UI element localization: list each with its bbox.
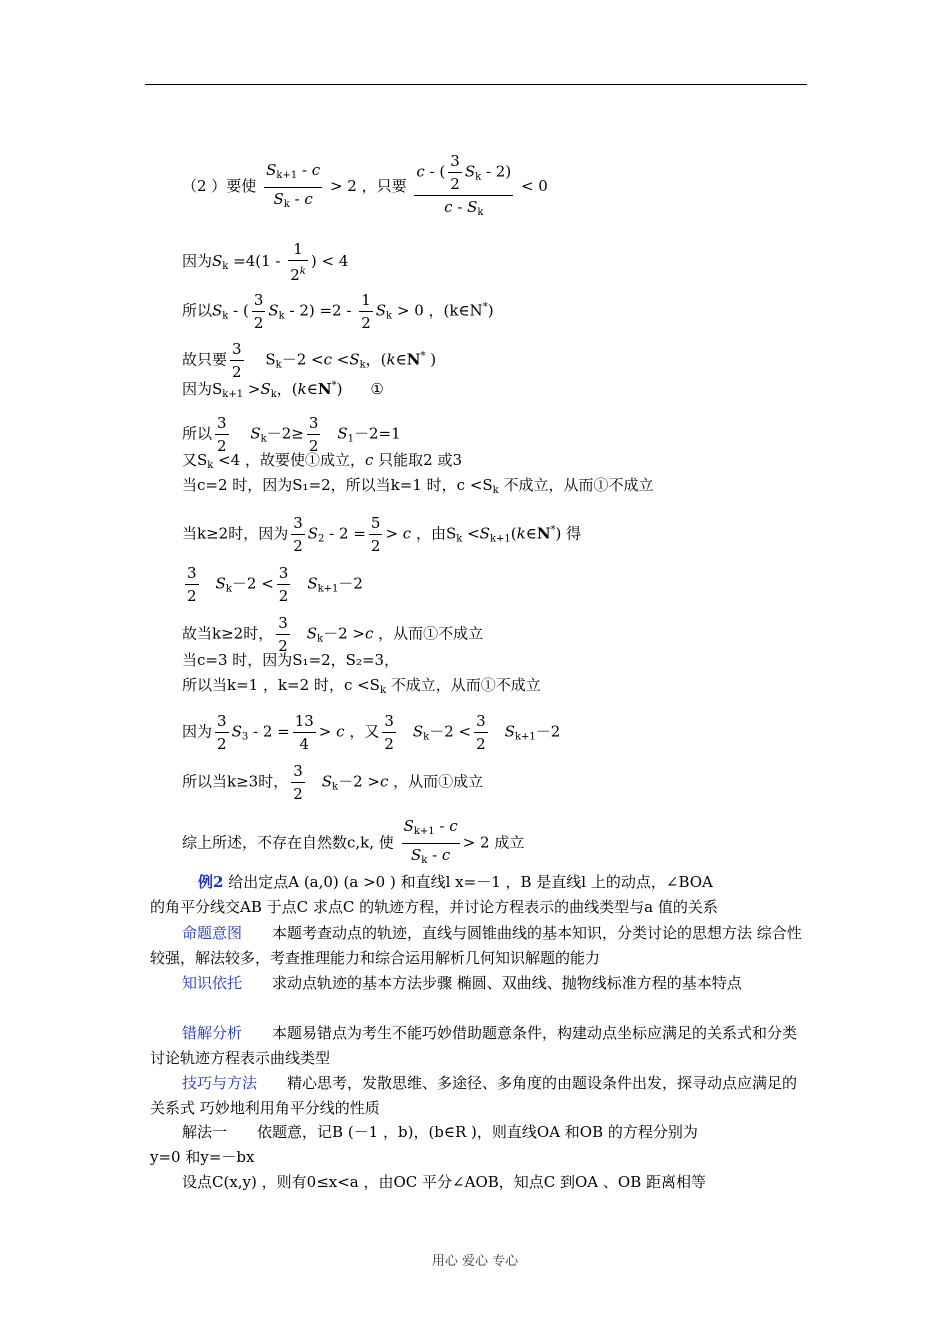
math-line: 因为 $\frac{3}{2}$ $S_3 - 2$ = $\frac{13}{4}$ > c ，又 $\frac{3}{2}$ $S_k-2$ < $\frac{3}{2}$ $S_{k+1}-2$ <box>182 712 561 753</box>
math-line: 所以当k=1 ，k=2 时，$c <S_k$ 不成立，从而①不成立 <box>182 676 541 696</box>
example-line: 例2 给出定点A (a,0) (a >0 ) 和直线l x=－1 ，B 是直线l 上的动点，∠BOA <box>198 873 713 891</box>
math-line: 故当k≥2时， $\frac{3}{2}$ $S_k-2 >c$ ，从而①不成立 <box>182 614 484 655</box>
math-line: 所以$S_k$ - ( $\frac{3}{2}$ $S_k - 2) =2$ - $\frac{1}{2}$ $S_k > 0$ ，(k∈N*) <box>182 291 494 332</box>
math-line: 所以当k≥3时， $\frac{3}{2}$ $S_k-2 >c$ ，从而①成立 <box>182 762 484 803</box>
section-techniques: 技巧与方法 精心思考，发散思维、多途径、多角度的由题设条件出发，探寻动点应满足的关系式 巧妙地利用角平分线的性质 <box>150 1074 798 1117</box>
math-line: 又$S_k <4$ ，故要使①成立，c 只能取2 或3 <box>182 451 463 471</box>
solution-line: y=0 和y=－bx <box>150 1148 255 1166</box>
conclusion-line: 综上所述，不存在自然数c,k, 使 $\frac{S_{k+1} - c}{S_k - c}$ > 2 成立 <box>182 817 525 866</box>
math-line: 当c=3 时，因为S₁=2，S₂=3， <box>182 651 400 669</box>
fraction: c - ( $\frac{3}{2}$ $S_k - 2$) c - $S_k$ <box>416 152 512 218</box>
example-line: 的角平分线交AB 于点C 求点C 的轨迹方程，并讨论方程表示的曲线类型与a 值的关系 <box>150 898 718 916</box>
header-rule <box>145 84 807 85</box>
math-line: 当c=2 时，因为S₁=2，所以当k=1 时，$c <S_k$ 不成立，从而①不成立 <box>182 476 654 496</box>
page-footer: 用心 爱心 专心 <box>431 1254 519 1269</box>
math-line: 所以 $\frac{3}{2}$ $S_k-2\ge$ $\frac{3}{2}$ $S_1-2=1$ <box>182 414 401 455</box>
section-knowledge: 知识依托 求动点轨迹的基本方法步骤 椭圆、双曲线、抛物线标准方程的基本特点 <box>182 974 742 992</box>
solution-line: 设点C(x,y) ，则有0≤x<a ，由OC 平分∠AOB，知点C 到OA 、OB 距离相等 <box>182 1173 706 1191</box>
section-intent: 命题意图 本题考查动点的轨迹，直线与圆锥曲线的基本知识，分类讨论的思想方法 综合性较强，解法较多，考查推理能力和综合运用解析几何知识解题的能力 <box>150 924 802 967</box>
math-line: $\frac{3}{2}$ $S_k-2$ < $\frac{3}{2}$ $S_{k+1}-2$ <box>187 564 363 605</box>
solution-line: 解法一 依题意，记B (－1 ，b)，(b∈R )，则直线OA 和OB 的方程分别为 <box>182 1123 698 1141</box>
math-line: 因为$S_k =4(1$ - $\frac{1}{2^k}$ ) < 4 <box>182 240 349 284</box>
math-line: 因为$S_{k+1} >S_k$，(k∈N*) ① <box>182 380 384 400</box>
example-label: 例2 <box>198 873 224 891</box>
section-error-analysis: 错解分析 本题易错点为考生不能巧妙借助题意条件，构建动点坐标应满足的关系式和分类讨论轨迹方程表示曲线类型 <box>150 1024 798 1067</box>
math-line: 当k≥2时，因为 $\frac{3}{2}$ $S_2 - 2$ = $\frac{5}{2}$ > c ，由$S_k$ $<S_{k+1}(k\in N^*)$ 得 <box>182 514 582 555</box>
fraction: $\frac{S_{k+1} - c}{S_k - c}$ <box>266 160 321 210</box>
condition-line: （2 ）要使 $\frac{S_{k+1} - c}{S_k - c}$ > 2 ，只要 c - ( $\frac{3}{2}$ $S_k - 2$) c - $S_k$ < 0 <box>182 150 548 224</box>
math-line: 故只要 $\frac{3}{2}$ $S_k-2 <c <S_k$，(k∈N* ) <box>182 340 437 381</box>
